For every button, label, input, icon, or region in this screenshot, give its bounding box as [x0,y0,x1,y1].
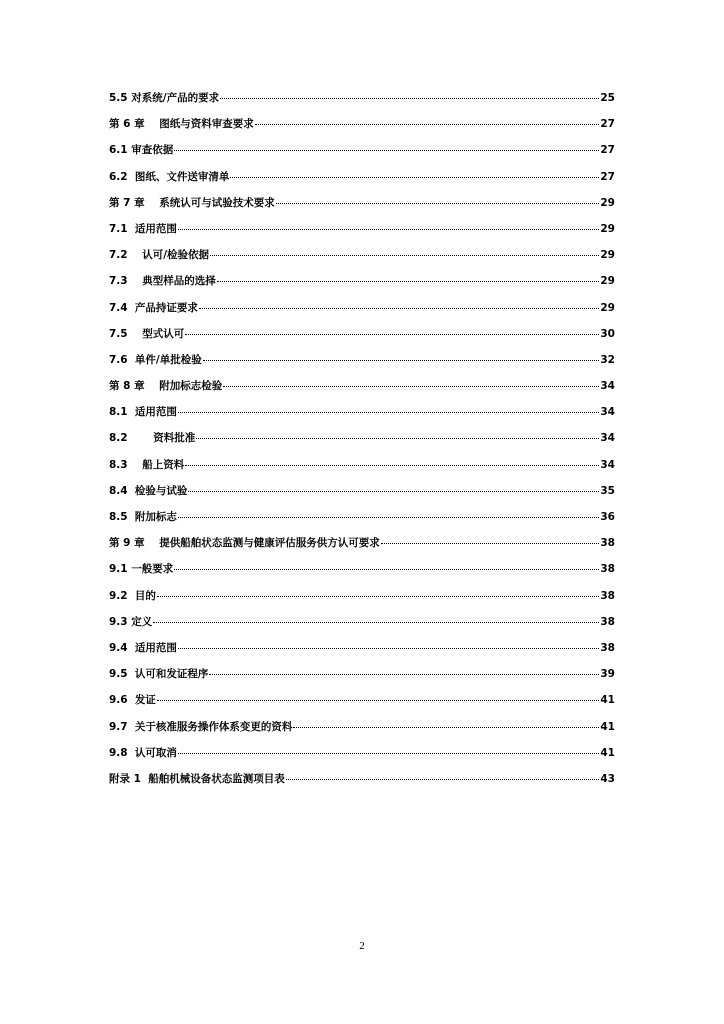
toc-entry-title: 8.3 船上资料 [109,458,185,471]
toc-entry-page: 38 [600,641,615,654]
toc-entry-page: 29 [600,301,615,314]
toc-entry-title: 第 6 章 图纸与资料审查要求 [109,118,254,131]
toc-entry[interactable] [109,193,615,219]
toc-entry[interactable] [109,743,615,769]
toc-dot-leader [153,610,599,623]
toc-dot-leader [178,400,599,413]
toc-entry-title: 8.2 资料批准 [109,432,196,445]
toc-entry[interactable] [109,376,615,402]
toc-entry-page: 38 [600,615,615,628]
toc-dot-leader [188,479,599,492]
toc-entry-title: 9.1 一般要求 [109,563,174,576]
toc-dot-leader [196,426,599,439]
toc-entry-page: 27 [600,118,615,131]
toc-entry[interactable] [109,559,615,585]
toc-entry-page: 29 [600,249,615,262]
toc-entry-page: 36 [600,511,615,523]
toc-dot-leader [293,715,599,728]
toc-dot-leader [210,243,599,256]
toc-dot-leader [178,636,599,649]
toc-entry-page: 34 [600,380,615,393]
toc-dot-leader [199,296,599,309]
toc-entry[interactable] [109,402,615,428]
toc-entry[interactable] [109,350,615,376]
toc-entry-title: 8.1 适用范围 [109,406,177,419]
toc-entry-title: 第 7 章 系统认可与试验技术要求 [109,196,275,209]
toc-entry-page: 39 [600,668,615,681]
toc-entry-title: 9.3 定义 [109,615,153,628]
toc-entry-title: 附录 1 船舶机械设备状态监测项目表 [109,772,285,785]
toc-entry-page: 43 [600,772,615,785]
toc-dot-leader [178,741,599,754]
toc-dot-leader [217,269,600,282]
toc-entry[interactable] [109,88,615,114]
toc-dot-leader [157,688,599,701]
toc-entry-title: 8.5 附加标志 [109,511,177,523]
toc-entry[interactable] [109,114,615,140]
toc-entry[interactable] [109,769,615,795]
toc-entry[interactable] [109,533,615,559]
toc-entry[interactable] [109,507,615,533]
toc-entry-page: 35 [600,484,615,497]
toc-entry[interactable] [109,219,615,245]
toc-entry-title: 6.1 审查依据 [109,144,174,157]
table-of-contents [109,88,615,795]
toc-entry[interactable] [109,167,615,193]
toc-dot-leader [220,86,599,99]
toc-entry-title: 7.5 型式认可 [109,327,185,340]
toc-entry-page: 27 [600,170,615,183]
toc-entry-page: 27 [600,144,615,157]
toc-entry[interactable] [109,717,615,743]
toc-entry-page: 29 [600,196,615,209]
toc-dot-leader [276,191,600,204]
toc-entry[interactable] [109,245,615,271]
toc-dot-leader [174,138,599,151]
toc-entry-page: 38 [600,563,615,576]
toc-entry-page: 41 [600,694,615,707]
toc-entry-title: 9.5 认可和发证程序 [109,668,209,681]
toc-entry-page: 32 [600,353,615,366]
toc-entry-page: 38 [600,537,615,550]
toc-entry-title: 7.4 产品持证要求 [109,301,198,314]
toc-entry-page: 30 [600,327,615,340]
toc-dot-leader [185,322,599,335]
toc-entry[interactable] [109,638,615,664]
toc-entry-page: 41 [600,746,615,759]
toc-entry-title: 9.8 认可取消 [109,746,177,759]
toc-dot-leader [230,165,599,178]
toc-entry[interactable] [109,481,615,507]
toc-entry-title: 9.4 适用范围 [109,641,177,654]
toc-entry-page: 29 [600,222,615,235]
toc-entry[interactable] [109,690,615,716]
toc-entry[interactable] [109,664,615,690]
toc-entry[interactable] [109,271,615,297]
toc-entry-page: 29 [600,275,615,288]
toc-entry-title: 8.4 检验与试验 [109,484,188,497]
toc-entry-title: 6.2 图纸、文件送审清单 [109,170,230,183]
toc-dot-leader [203,348,600,361]
toc-entry-title: 9.7 关于核准服务操作体系变更的资料 [109,720,293,733]
toc-entry-title: 7.2 认可/检验依据 [109,249,210,262]
toc-dot-leader [223,374,599,387]
toc-entry-title: 9.2 目的 [109,589,156,602]
toc-dot-leader [185,453,599,466]
toc-entry-title: 5.5 对系统/产品的要求 [109,92,220,104]
toc-dot-leader [174,557,599,570]
toc-dot-leader [178,505,599,518]
toc-entry[interactable] [109,455,615,481]
toc-entry-page: 34 [600,432,615,445]
page-number: 2 [359,940,365,952]
toc-dot-leader [255,112,600,125]
toc-entry-title: 7.1 适用范围 [109,222,177,235]
toc-dot-leader [209,662,599,675]
toc-entry-title: 9.6 发证 [109,694,156,707]
toc-dot-leader [286,767,600,780]
toc-dot-leader [381,531,600,544]
toc-entry[interactable] [109,140,615,166]
toc-entry-title: 7.3 典型样品的选择 [109,275,216,288]
toc-entry-title: 7.6 单件/单批检验 [109,353,202,366]
toc-entry-page: 34 [600,406,615,419]
toc-entry-page: 38 [600,589,615,602]
toc-entry[interactable] [109,612,615,638]
toc-entry-title: 第 9 章 提供船舶状态监测与健康评估服务供方认可要求 [109,537,380,550]
toc-dot-leader [157,584,599,597]
toc-entry-page: 25 [600,92,615,104]
toc-dot-leader [178,217,599,230]
toc-entry-page: 34 [600,458,615,471]
toc-entry[interactable] [109,428,615,454]
toc-entry[interactable] [109,298,615,324]
toc-entry[interactable] [109,586,615,612]
toc-entry-page: 41 [600,720,615,733]
toc-entry[interactable] [109,324,615,350]
toc-entry-title: 第 8 章 附加标志检验 [109,380,223,393]
